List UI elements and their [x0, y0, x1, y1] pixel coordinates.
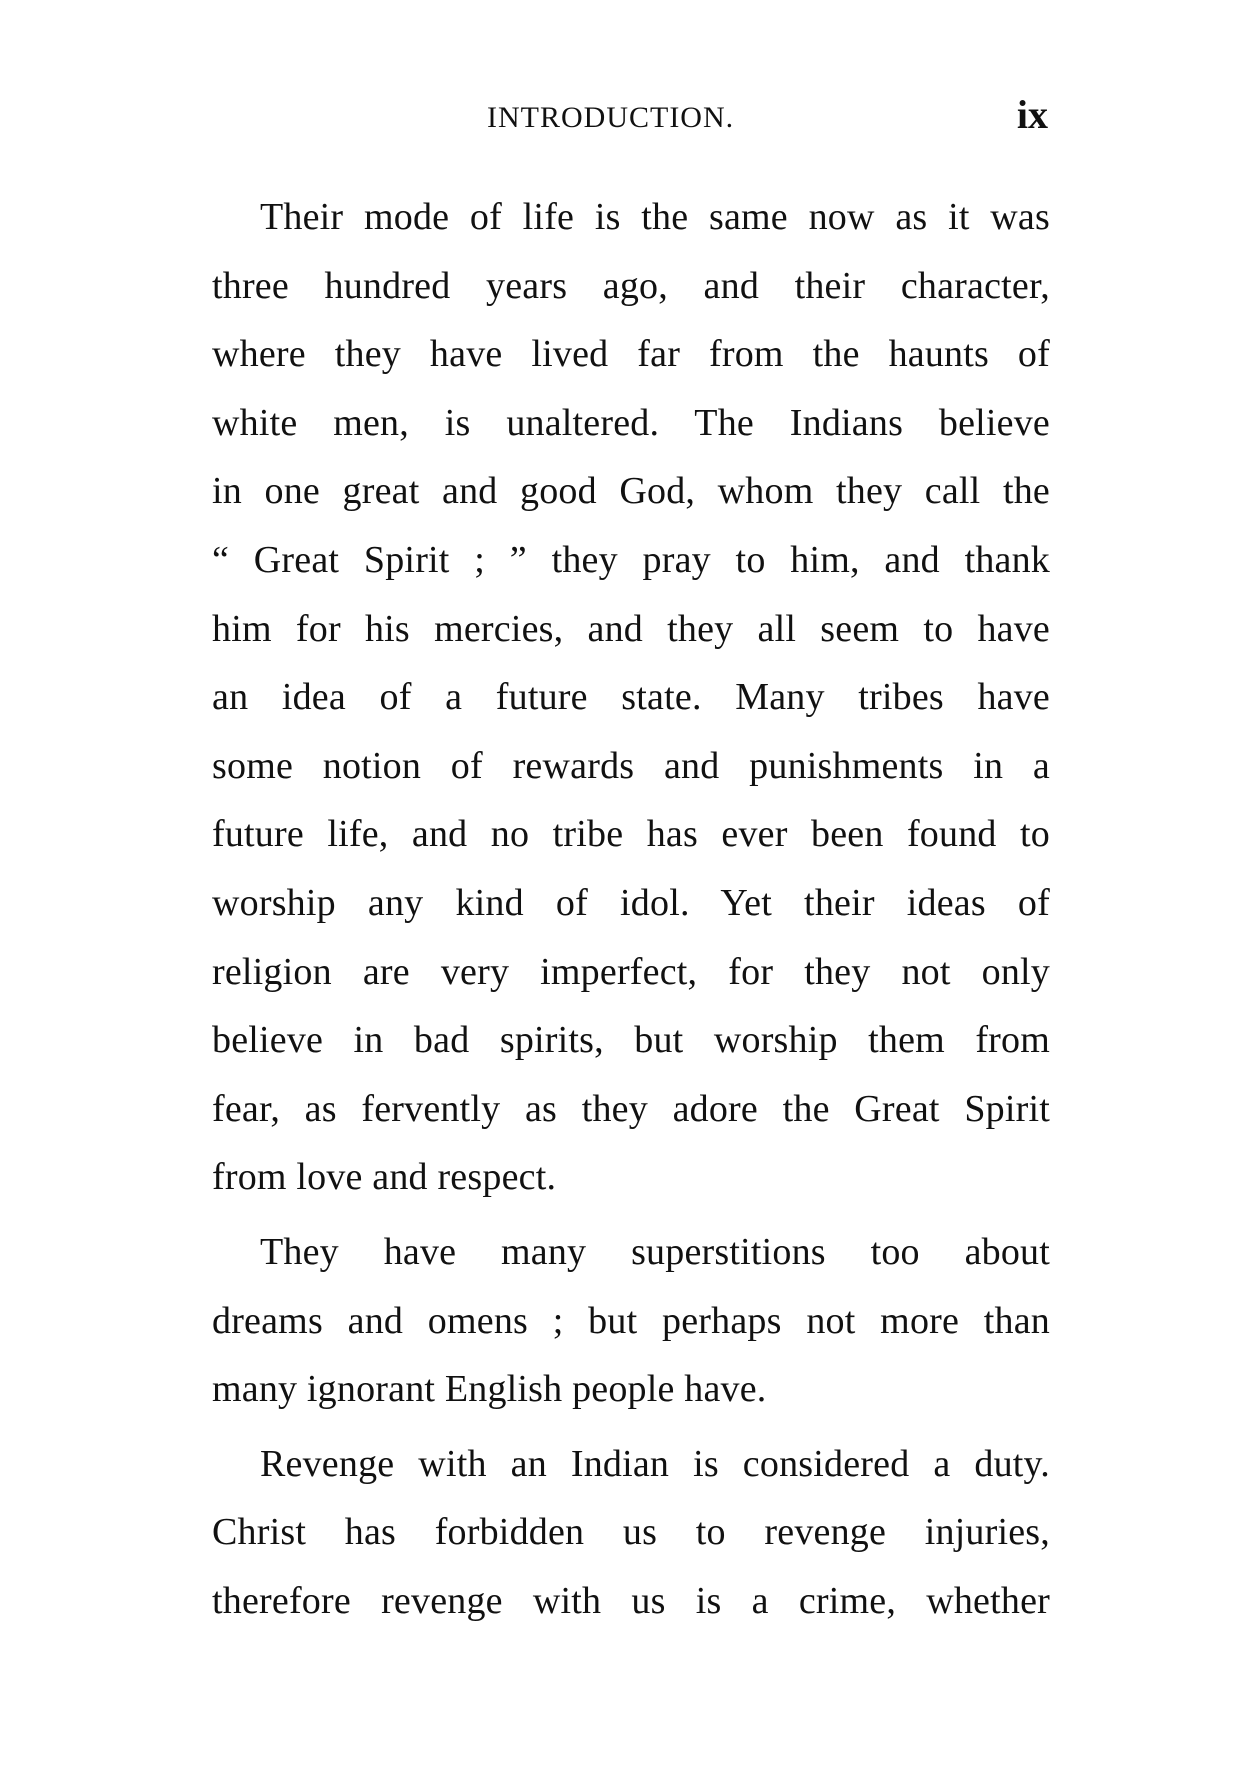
text-line: future life, and no tribe has ever been found to — [212, 813, 1050, 856]
text-line: They have many superstitions too about — [260, 1230, 1050, 1273]
text-line: Their mode of life is the same now as it was — [260, 196, 1050, 238]
running-head — [212, 92, 1048, 145]
text-line: him for his mercies, and they all seem to have — [212, 607, 1050, 650]
running-title: INTRODUCTION. — [487, 101, 735, 134]
text-line: some notion of rewards and punishments in a — [212, 744, 1050, 787]
text-line: religion are very imperfect, for they not only — [212, 950, 1050, 993]
text-line: in one great and good God, whom they call the — [212, 470, 1050, 513]
page-number: ix — [1016, 92, 1048, 137]
text-line: believe in bad spirits, but worship them from — [212, 1019, 1050, 1062]
paragraph-2 — [212, 1218, 1050, 1424]
text-line: worship any kind of idol. Yet their ideas of — [212, 881, 1050, 924]
body-text — [212, 183, 1050, 1635]
paragraph-1 — [212, 183, 1050, 1212]
text-line: fear, as fervently as they adore the Great Spirit — [212, 1087, 1050, 1130]
text-line: Christ has forbidden us to revenge injuries, — [212, 1511, 1050, 1554]
text-line: Revenge with an Indian is considered a duty. — [260, 1442, 1050, 1485]
text-line: an idea of a future state. Many tribes have — [212, 676, 1050, 719]
text-line: many ignorant English people have. — [212, 1368, 767, 1411]
text-line: dreams and omens ; but perhaps not more than — [212, 1299, 1050, 1342]
text-line: where they have lived far from the haunts of — [212, 333, 1050, 376]
text-line: white men, is unaltered. The Indians believe — [212, 401, 1050, 444]
text-line: therefore revenge with us is a crime, whether — [212, 1579, 1050, 1622]
text-line: three hundred years ago, and their character, — [212, 264, 1050, 307]
text-line: “ Great Spirit ; ” they pray to him, and thank — [212, 538, 1050, 581]
text-line: from love and respect. — [212, 1156, 557, 1199]
paragraph-3 — [212, 1430, 1050, 1636]
